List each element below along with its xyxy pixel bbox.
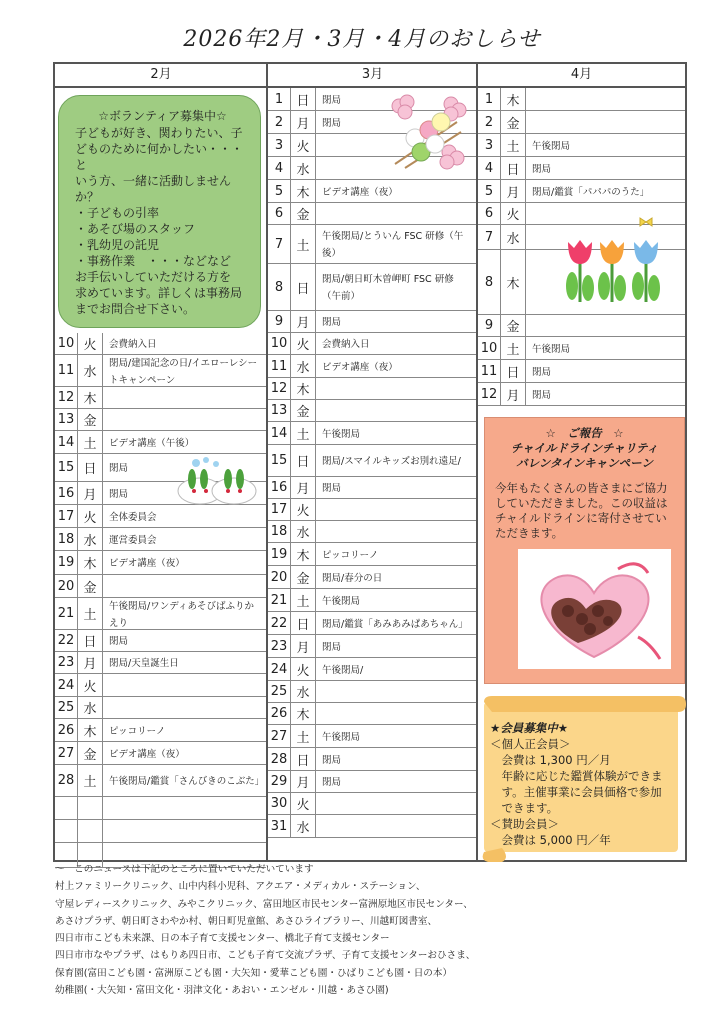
calendar-row xyxy=(268,378,476,400)
page-title: 2026年2月・3月・4月のおしらせ xyxy=(183,27,541,52)
event-text: 運営委員会 xyxy=(109,534,157,546)
volunteer-line: 子どもが好き、関わりたい、子 xyxy=(75,126,243,140)
volunteer-line: ・事務作業 ・・・などなど xyxy=(75,254,232,268)
calendar-row xyxy=(268,355,476,378)
calendar-row xyxy=(55,598,266,630)
day-number: 30 xyxy=(268,793,291,814)
event-text: 閉局 xyxy=(322,117,342,129)
report-body: 今年もたくさんの皆さまにご協力していただきました。この収益はチャイルドラインに寄付させていただきます。 xyxy=(495,481,668,540)
day-number: 24 xyxy=(268,658,291,680)
day-number: 11 xyxy=(268,355,291,377)
day-number: 28 xyxy=(55,765,78,796)
weekday: 木 xyxy=(501,250,526,314)
day-number: 11 xyxy=(55,355,78,386)
calendar-row xyxy=(268,521,476,543)
event-text: 閉局 xyxy=(532,389,552,401)
volunteer-line: か？ xyxy=(75,190,100,204)
day-number: 25 xyxy=(55,697,78,718)
calendar-row xyxy=(478,111,685,134)
day-number: 19 xyxy=(55,551,78,574)
day-number: 26 xyxy=(55,719,78,741)
day-number: 7 xyxy=(478,225,501,249)
calendar-row xyxy=(268,499,476,521)
day-number: 13 xyxy=(268,400,291,421)
calendar-row xyxy=(55,355,266,387)
day-number: 18 xyxy=(55,528,78,550)
weekday: 日 xyxy=(501,157,526,179)
weekday: 金 xyxy=(78,409,103,430)
day-number: 10 xyxy=(268,333,291,354)
event-text: 午後閉局/鑑賞「さんびきのこぶた」 xyxy=(109,776,265,787)
calendar-row xyxy=(268,612,476,635)
snow-rabbit-illustration xyxy=(172,455,262,507)
calendar-row xyxy=(268,477,476,499)
day-number: 10 xyxy=(478,337,501,359)
weekday: 日 xyxy=(501,360,526,382)
member-line: できます。 xyxy=(490,801,559,815)
calendar-row xyxy=(268,725,476,748)
calendar-row xyxy=(55,697,266,719)
day-number: 23 xyxy=(55,652,78,673)
weekday: 月 xyxy=(291,311,316,332)
volunteer-line: お手伝いしていただける方を xyxy=(75,270,232,284)
volunteer-notice xyxy=(58,95,261,328)
day-number: 13 xyxy=(55,409,78,430)
calendar-row xyxy=(268,566,476,589)
event-text: 閉局 xyxy=(322,641,342,653)
day-number: 8 xyxy=(478,250,501,314)
event-text xyxy=(103,575,266,597)
day-number: 5 xyxy=(478,180,501,202)
event-text: 閉局/スマイルキッズお別れ遠足/ xyxy=(322,456,461,467)
day-number: 19 xyxy=(268,543,291,565)
calendar-row xyxy=(55,820,266,843)
member-line: 会費は 1,300 円／月 xyxy=(490,753,611,767)
weekday: 水 xyxy=(291,355,316,377)
calendar-row xyxy=(268,658,476,681)
member-recruit-scroll xyxy=(480,696,686,862)
member-line: 年齢に応じた鑑賞体験ができま xyxy=(490,769,663,783)
day-number: 20 xyxy=(55,575,78,597)
day-number: 29 xyxy=(268,771,291,792)
event-text xyxy=(103,409,266,430)
calendar-row xyxy=(268,180,476,203)
calendar-row xyxy=(55,409,266,431)
event-text: 閉局/天皇誕生日 xyxy=(109,658,179,669)
tulips-butterfly-illustration xyxy=(560,210,670,305)
day-number: 1 xyxy=(478,88,501,110)
weekday: 日 xyxy=(291,264,316,310)
event-text: 閉局 xyxy=(109,463,129,474)
calendar-row xyxy=(55,387,266,409)
day-number: 12 xyxy=(268,378,291,399)
calendar-row xyxy=(268,543,476,566)
day-number: 7 xyxy=(268,225,291,263)
event-text xyxy=(103,797,266,819)
weekday: 土 xyxy=(501,337,526,359)
day-number: 15 xyxy=(268,445,291,476)
weekday: 木 xyxy=(291,703,316,724)
calendar-row xyxy=(268,445,476,477)
calendar-row xyxy=(55,575,266,598)
event-text xyxy=(316,815,476,837)
calendar-row xyxy=(268,748,476,771)
day-number: 27 xyxy=(268,725,291,747)
event-text xyxy=(103,697,266,718)
footer-line: 村上ファミリークリニック、山中内科小児科、アクエア・メディカル・ステーション、 xyxy=(55,881,426,893)
calendar-row xyxy=(55,505,266,528)
weekday: 木 xyxy=(78,387,103,408)
calendar-row xyxy=(268,422,476,445)
weekday: 土 xyxy=(291,589,316,611)
weekday: 火 xyxy=(291,793,316,814)
apr-header: 4月 xyxy=(570,67,593,82)
event-text: 閉局 xyxy=(322,94,342,106)
calendar-row xyxy=(268,333,476,355)
day-number: 20 xyxy=(268,566,291,588)
day-number: 23 xyxy=(268,635,291,657)
weekday: 日 xyxy=(291,88,316,110)
weekday: 土 xyxy=(78,598,103,629)
day-number: 3 xyxy=(268,134,291,156)
event-text xyxy=(316,203,476,224)
event-text xyxy=(526,88,685,110)
weekday: 月 xyxy=(291,635,316,657)
footer-line: 四日市市なやプラザ、はもりあ四日市、こども子育て交流プラザ、子育て支援センターおひさま、 xyxy=(55,950,476,962)
event-text: ビデオ講座（午後） xyxy=(109,437,195,449)
weekday: 金 xyxy=(501,111,526,133)
event-text xyxy=(103,674,266,696)
weekday: 日 xyxy=(291,612,316,634)
weekday: 月 xyxy=(501,383,526,405)
weekday: 水 xyxy=(291,815,316,837)
weekday: 金 xyxy=(291,566,316,588)
calendar-row xyxy=(478,360,685,383)
calendar-row xyxy=(478,157,685,180)
weekday: 金 xyxy=(501,315,526,336)
calendar-row xyxy=(478,337,685,360)
weekday: 木 xyxy=(291,543,316,565)
weekday: 月 xyxy=(78,652,103,673)
event-text: ピッコリーノ xyxy=(322,549,379,561)
weekday: 金 xyxy=(78,742,103,764)
weekday: 土 xyxy=(291,422,316,444)
weekday: 木 xyxy=(78,551,103,574)
event-text: 午後閉局/とういん FSC 研修（午後） xyxy=(322,231,464,259)
day-number: 22 xyxy=(268,612,291,634)
event-text xyxy=(316,521,476,542)
weekday: 木 xyxy=(291,180,316,202)
weekday: 金 xyxy=(78,575,103,597)
calendar-row xyxy=(55,528,266,551)
weekday: 火 xyxy=(501,203,526,224)
event-text xyxy=(526,315,685,336)
footer-line: 幼稚園(・大矢知・富田文化・羽津文化・あおい・エンゼル・川越・あさひ園) xyxy=(55,985,389,997)
event-text: 閉局/建国記念の日/イエローレシートキャンペーン xyxy=(109,357,258,386)
event-text: 午後閉局 xyxy=(322,731,361,743)
weekday: 金 xyxy=(291,400,316,421)
calendar-row xyxy=(478,88,685,111)
weekday xyxy=(78,820,103,842)
weekday: 火 xyxy=(291,499,316,520)
weekday: 土 xyxy=(78,765,103,796)
calendar-row xyxy=(268,771,476,793)
day-number: 8 xyxy=(268,264,291,310)
event-text: 午後閉局 xyxy=(322,595,361,607)
weekday: 木 xyxy=(78,719,103,741)
day-number: 16 xyxy=(55,482,78,504)
event-text: 閉局/春分の日 xyxy=(322,572,383,584)
event-text xyxy=(316,703,476,724)
calendar-row xyxy=(478,315,685,337)
weekday: 水 xyxy=(291,521,316,542)
calendar-row xyxy=(55,719,266,742)
calendar-row xyxy=(55,765,266,797)
day-number: 3 xyxy=(478,134,501,156)
event-text: ビデオ講座（夜） xyxy=(109,558,185,569)
weekday: 木 xyxy=(501,88,526,110)
weekday: 日 xyxy=(78,630,103,651)
report-box xyxy=(484,417,685,684)
weekday: 月 xyxy=(291,771,316,792)
weekday xyxy=(78,797,103,819)
day-number: 21 xyxy=(268,589,291,611)
calendar-row xyxy=(55,333,266,355)
calendar-row xyxy=(268,225,476,264)
member-line: ＜賛助会員＞ xyxy=(490,817,559,831)
calendar-row xyxy=(478,134,685,157)
weekday: 火 xyxy=(78,505,103,527)
day-number: 28 xyxy=(268,748,291,770)
calendar-row xyxy=(478,383,685,406)
day-number: 18 xyxy=(268,521,291,542)
member-line: す。主催事業に会員価格で参加 xyxy=(490,785,662,799)
volunteer-body xyxy=(75,125,250,317)
day-number: 1 xyxy=(268,88,291,110)
weekday: 火 xyxy=(78,333,103,354)
calendar-row xyxy=(268,589,476,612)
event-text: 午後閉局 xyxy=(532,343,571,355)
event-text: 午後閉局 xyxy=(532,140,571,152)
calendar-row xyxy=(268,311,476,333)
event-text: ビデオ講座（夜） xyxy=(322,361,398,373)
day-number: 25 xyxy=(268,681,291,702)
day-number xyxy=(55,797,78,819)
footer-line: 四日市市こども未来課、日の本子育て支援センター、橋北子育て支援センター xyxy=(55,933,390,945)
weekday: 木 xyxy=(291,378,316,399)
footer-line: 保育園(富田こども園・富洲原こども園・大矢知・愛華こども園・ひばりこども園・日の本） xyxy=(55,967,453,979)
weekday: 土 xyxy=(291,725,316,747)
weekday: 火 xyxy=(291,134,316,156)
event-text: 閉局/鑑賞「パパパのうた」 xyxy=(532,186,650,198)
calendar-row xyxy=(55,630,266,652)
calendar-row xyxy=(478,180,685,203)
event-text: 閉局 xyxy=(322,317,342,328)
day-number: 6 xyxy=(478,203,501,224)
event-text xyxy=(103,387,266,408)
event-text: 午後閉局 xyxy=(322,428,361,440)
calendar-row xyxy=(268,400,476,422)
day-number: 17 xyxy=(55,505,78,527)
weekday: 水 xyxy=(78,697,103,718)
event-text xyxy=(316,499,476,520)
day-number: 4 xyxy=(268,157,291,179)
footer-line: ～ このニュースは下記のところに置いていただいています xyxy=(55,864,314,875)
day-number: 14 xyxy=(55,431,78,453)
day-number: 6 xyxy=(268,203,291,224)
weekday: 火 xyxy=(291,658,316,680)
weekday: 火 xyxy=(291,333,316,354)
weekday: 月 xyxy=(291,477,316,498)
weekday: 金 xyxy=(291,203,316,224)
calendar-row xyxy=(55,674,266,697)
day-number: 14 xyxy=(268,422,291,444)
weekday: 水 xyxy=(78,355,103,386)
calendar-row xyxy=(55,797,266,820)
weekday: 土 xyxy=(501,134,526,156)
weekday: 水 xyxy=(78,528,103,550)
event-text: 全体委員会 xyxy=(109,511,157,523)
calendar-row xyxy=(268,681,476,703)
footer-line: 守屋レディースクリニック、みやこクリニック、富田地区市民センター富洲原地区市民センター、 xyxy=(55,898,473,910)
weekday: 月 xyxy=(78,482,103,504)
weekday: 火 xyxy=(78,674,103,696)
weekday: 月 xyxy=(501,180,526,202)
event-text: ビデオ講座（夜） xyxy=(109,748,185,760)
event-text: 閉局 xyxy=(109,488,129,500)
day-number: 9 xyxy=(268,311,291,332)
calendar-row xyxy=(268,203,476,225)
weekday: 水 xyxy=(291,157,316,179)
event-text xyxy=(316,400,476,421)
day-number: 21 xyxy=(55,598,78,629)
event-text xyxy=(526,111,685,133)
distribution-footer xyxy=(55,861,695,999)
calendar-row xyxy=(268,635,476,658)
heart-chocolate-box-image xyxy=(518,549,671,669)
day-number xyxy=(55,820,78,842)
report-title-2: チャイルドラインチャリティ xyxy=(510,441,659,455)
calendar-row xyxy=(55,652,266,674)
weekday: 月 xyxy=(291,111,316,133)
event-text: 午後閉局/ xyxy=(322,664,364,676)
report-title-1: ☆ ご報告 ☆ xyxy=(545,426,624,440)
dango-sakura-illustration xyxy=(385,92,470,172)
report-title-3: バレンタインキャンペーン xyxy=(516,456,653,470)
weekday: 水 xyxy=(291,681,316,702)
day-number: 22 xyxy=(55,630,78,651)
volunteer-line: どものために何かしたい・・・と xyxy=(75,142,244,172)
weekday: 日 xyxy=(291,445,316,476)
event-text: 閉局 xyxy=(322,777,342,788)
weekday: 土 xyxy=(78,431,103,453)
day-number: 10 xyxy=(55,333,78,354)
member-line: 会費は 5,000 円／年 xyxy=(490,833,611,847)
member-lines xyxy=(490,736,680,848)
volunteer-line: ・乳幼児の託児 xyxy=(75,238,160,252)
member-line: ＜個人正会員＞ xyxy=(490,737,571,751)
weekday: 日 xyxy=(78,454,103,481)
day-number: 16 xyxy=(268,477,291,498)
volunteer-line: 求めています。詳しくは事務局 xyxy=(75,286,243,300)
volunteer-line: までお問合せ下さい。 xyxy=(75,302,196,316)
volunteer-line: いう方、一緒に活動しません xyxy=(75,174,232,188)
event-text: 会費納入日 xyxy=(109,339,157,350)
event-text xyxy=(103,820,266,842)
volunteer-line: ・子どもの引率 xyxy=(75,206,160,220)
day-number: 4 xyxy=(478,157,501,179)
day-number: 9 xyxy=(478,315,501,336)
event-text: 閉局 xyxy=(322,483,342,494)
day-number: 12 xyxy=(478,383,501,405)
volunteer-line: ・あそび場のスタッフ xyxy=(75,222,196,236)
event-text: 閉局/朝日町木曽岬町 FSC 研修（午前） xyxy=(322,274,454,302)
day-number: 24 xyxy=(55,674,78,696)
calendar-row xyxy=(268,264,476,311)
calendar-row xyxy=(268,703,476,725)
day-number: 2 xyxy=(268,111,291,133)
mar-header: 3月 xyxy=(361,67,384,82)
day-number: 26 xyxy=(268,703,291,724)
calendar-row xyxy=(268,815,476,838)
day-number: 5 xyxy=(268,180,291,202)
event-text: 会費納入日 xyxy=(322,339,370,350)
event-text: ビデオ講座（夜） xyxy=(322,186,398,198)
calendar-row xyxy=(55,551,266,575)
day-number: 15 xyxy=(55,454,78,481)
footer-line: あさけプラザ、朝日町さわやか村、朝日町児童館、あさひライブラリー、川越町図書室、 xyxy=(55,915,438,927)
member-text xyxy=(490,720,680,848)
event-text: 閉局 xyxy=(532,163,552,175)
event-text: 午後閉局/ワンディあそびばふりかえり xyxy=(109,600,254,629)
event-text xyxy=(316,378,476,399)
event-text: 閉局 xyxy=(322,754,342,766)
volunteer-title: ☆ボランティア募集中☆ xyxy=(98,109,227,123)
calendar-row xyxy=(268,793,476,815)
event-text: 閉局 xyxy=(109,636,129,647)
day-number: 27 xyxy=(55,742,78,764)
weekday: 土 xyxy=(291,225,316,263)
weekday: 日 xyxy=(291,748,316,770)
feb-header: 2月 xyxy=(150,67,172,82)
event-text: ピッコリーノ xyxy=(109,725,166,737)
event-text xyxy=(316,681,476,702)
calendar-row xyxy=(55,431,266,454)
event-text: 閉局 xyxy=(532,366,552,378)
day-number: 31 xyxy=(268,815,291,837)
member-title: ★会員募集中★ xyxy=(490,721,569,735)
event-text: 閉局/鑑賞「あみあみぱあちゃん」 xyxy=(322,618,468,630)
day-number: 2 xyxy=(478,111,501,133)
day-number: 12 xyxy=(55,387,78,408)
day-number: 17 xyxy=(268,499,291,520)
calendar-row xyxy=(55,742,266,765)
event-text xyxy=(316,793,476,814)
day-number: 11 xyxy=(478,360,501,382)
weekday: 水 xyxy=(501,225,526,249)
